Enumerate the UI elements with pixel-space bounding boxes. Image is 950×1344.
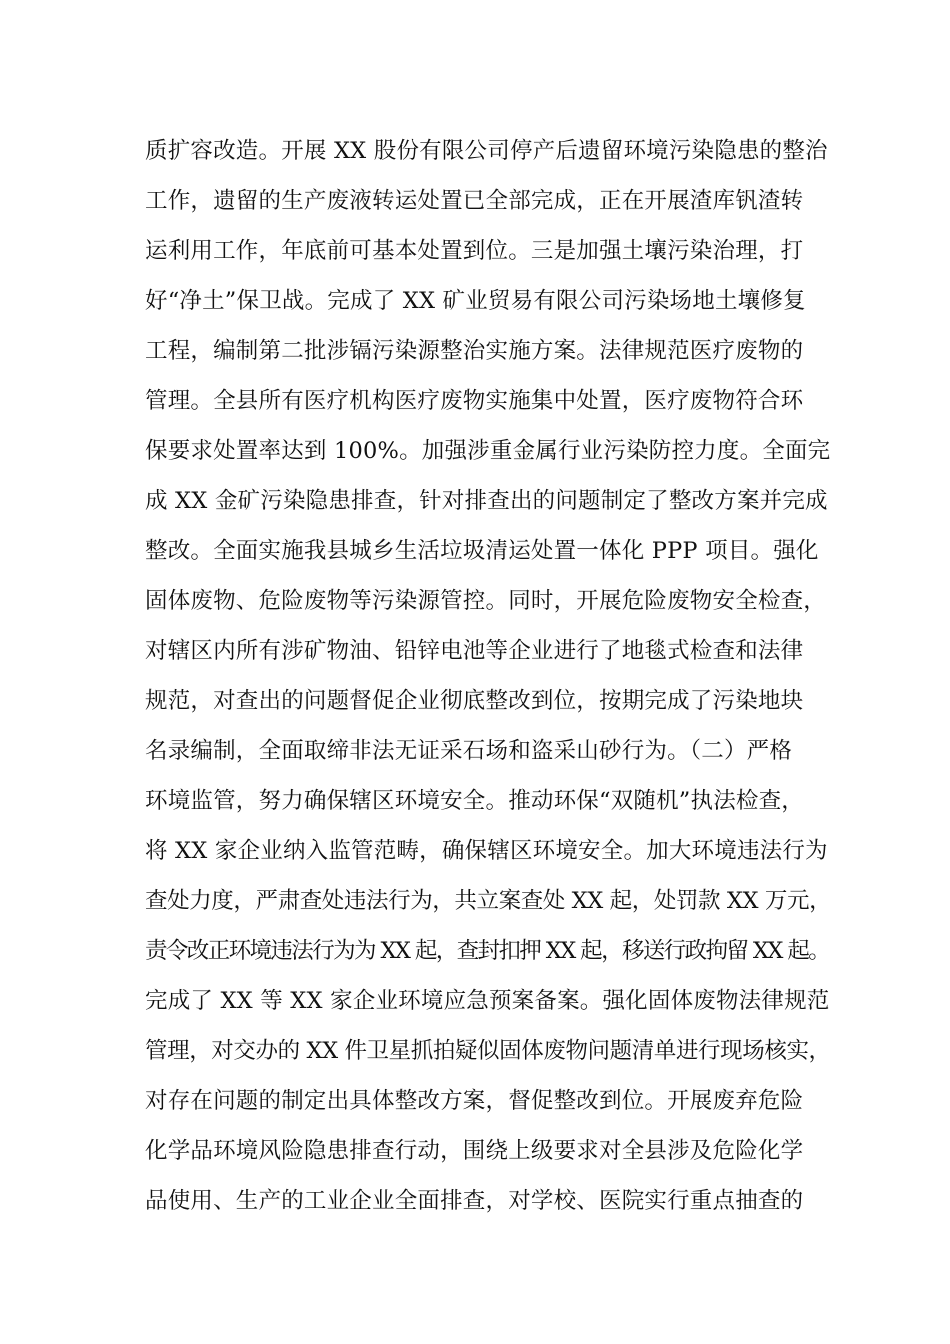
text-line-3: 运利用工作，年底前可基本处置到位。三是加强土壤污染治理，打 <box>145 238 804 264</box>
text-line-2: 工作，遗留的生产废液转运处置已全部完成，正在开展渣库钒渣转 <box>145 188 804 214</box>
text-line-4: 好“净土”保卫战。完成了 XX 矿业贸易有限公司污染场地土壤修复 <box>145 288 806 314</box>
text-line-5: 工程，编制第二批涉镉污染源整治实施方案。法律规范医疗废物的 <box>145 338 804 364</box>
text-line-9: 整改。全面实施我县城乡生活垃圾清运处置一体化 PPP 项目。强化 <box>145 538 819 564</box>
text-line-8: 成 XX 金矿污染隐患排查，针对排查出的问题制定了整改方案并完成 <box>145 488 828 514</box>
body-text <box>145 133 832 1233</box>
text-line-15: 将 XX 家企业纳入监管范畴，确保辖区环境安全。加大环境违法行为 <box>145 838 828 864</box>
text-line-16: 查处力度，严肃查处违法行为，共立案查处 XX 起，处罚款 XX 万元， <box>145 888 832 914</box>
text-line-18: 完成了 XX 等 XX 家企业环境应急预案备案。强化固体废物法律规范 <box>145 988 830 1014</box>
text-line-7: 保要求处置率达到 100%。加强涉重金属行业污染防控力度。全面完 <box>145 438 831 464</box>
text-line-21: 化学品环境风险隐患排查行动，围绕上级要求对全县涉及危险化学 <box>145 1138 804 1164</box>
text-line-13: 名录编制，全面取缔非法无证采石场和盗采山砂行为。（二）严格 <box>145 738 793 764</box>
text-line-6: 管理。全县所有医疗机构医疗废物实施集中处置，医疗废物符合环 <box>145 388 804 414</box>
text-line-10: 固体废物、危险废物等污染源管控。同时，开展危险废物安全检查， <box>145 588 827 614</box>
text-line-14: 环境监管，努力确保辖区环境安全。推动环保“双随机”执法检查， <box>145 788 805 814</box>
text-line-12: 规范，对查出的问题督促企业彻底整改到位，按期完成了污染地块 <box>145 688 804 714</box>
text-line-1: 质扩容改造。开展 XX 股份有限公司停产后遗留环境污染隐患的整治 <box>145 138 828 164</box>
text-line-20: 对存在问题的制定出具体整改方案，督促整改到位。开展废弃危险 <box>145 1088 804 1114</box>
text-line-17: 责令改正环境违法行为为 XX 起，查封扣押 XX 起，移送行政拘留 XX 起。 <box>145 938 830 964</box>
text-line-11: 对辖区内所有涉矿物油、铅锌电池等企业进行了地毯式检查和法律 <box>145 638 804 664</box>
text-line-22: 品使用、生产的工业企业全面排查，对学校、医院实行重点抽查的 <box>145 1188 804 1214</box>
text-line-19: 管理，对交办的 XX 件卫星抓拍疑似固体废物问题清单进行现场核实， <box>145 1038 831 1064</box>
